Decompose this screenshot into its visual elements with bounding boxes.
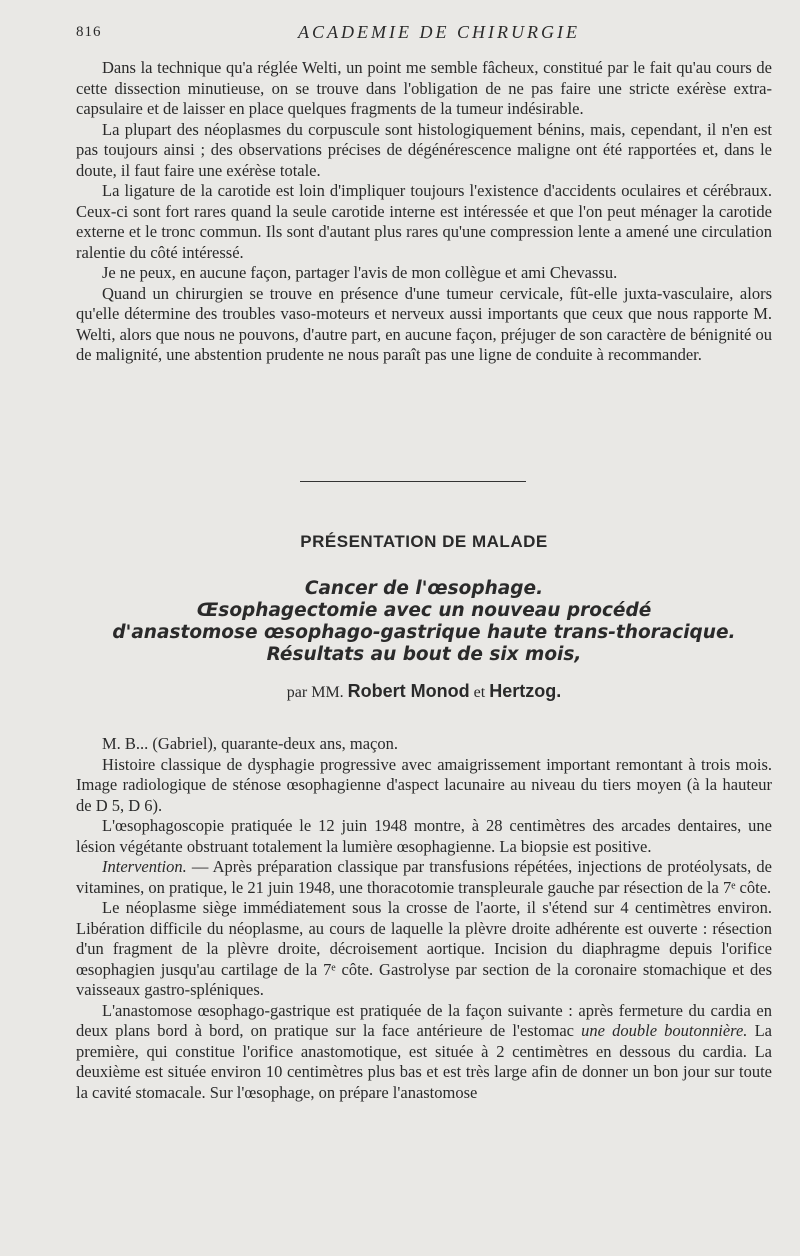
title-line: Résultats au bout de six mois, (266, 644, 582, 665)
paragraph-emphasis: une double boutonnière. (581, 1021, 748, 1040)
section-divider (300, 481, 526, 482)
title-line: Cancer de l'œsophage. (304, 578, 544, 599)
discussion-text (76, 58, 772, 366)
paragraph: Dans la technique qu'a réglée Welti, un point me semble fâcheux, constitué par le fait qu'au cours de cette dissection minutieuse, on se trouve dans l'obligation de ne pas faire une stricte exérèse extra-capsulaire et de laisser en place quelques fragments de la tumeur indésirable. (76, 58, 772, 118)
page-number: 816 (76, 24, 102, 40)
paragraph-lead: Intervention. (102, 857, 187, 876)
paragraph: L'œsophagoscopie pratiquée le 12 juin 1948 montre, à 28 centimètres des arcades dentaires, une lésion végétante obstruant totalement la lumière œsophagienne. La biopsie est positive. (76, 816, 772, 856)
paragraph (76, 857, 772, 898)
paragraph: M. B... (Gabriel), quarante-deux ans, maçon. (102, 734, 398, 753)
paragraph: La ligature de la carotide est loin d'impliquer toujours l'existence d'accidents oculaires et cérébraux. Ceux-ci sont fort rares quand la seule carotide interne est intéressée et que l'on peut ménager la carotide externe et le tronc commun. Ils sont d'autant plus rares qu'une compression lente a amené une circulation ralentie du côté intéressé. (76, 181, 772, 262)
paragraph-body: L'anastomose œsophago-gastrique est pratiquée de la façon suivante : après fermeture du cardia en deux plans bord à bord, on pratique sur la face antérieure de l'estomac (76, 1000, 772, 1040)
byline (76, 681, 772, 702)
title-line: d'anastomose œsophago-gastrique haute trans-thoracique. (112, 622, 736, 643)
author-name: Robert Monod (347, 681, 470, 701)
paragraph-body: — Après préparation classique par transfusions répétées, injections de protéolysats, de vitamines, on pratique, le 21 juin 1948, une thoracotomie transpleurale gauche par résection de la 7ᵉ côte. (76, 857, 772, 897)
paragraph: Je ne peux, en aucune façon, partager l'avis de mon collègue et ami Chevassu. (102, 263, 618, 282)
byline-conjunction: et (473, 684, 486, 701)
author-name: Hertzog. (489, 681, 562, 701)
paragraph: Histoire classique de dysphagie progressive avec amaigrissement important remontant à trois mois. Image radiologique de sténose œsophagienne d'aspect lacunaire au niveau du tiers moyen (à la hauteur de D 5, D 6). (76, 754, 772, 815)
byline-prefix: par MM. (286, 684, 344, 701)
paragraph: Le néoplasme siège immédiatement sous la crosse de l'aorte, il s'étend sur 4 centimètres environ. Libération difficile du néoplasme, au cours de laquelle la plèvre droite adhérente est ouverte : résection d'un fragment de la plèvre droite, décroisement aortique. Incision du diaphragme depuis l'orifice œsophagien jusqu'au cartilage de la 7ᵉ côte. Gastrolyse par section de la coronaire stomachique et des vaisseaux gastro-spléniques. (76, 898, 772, 999)
paragraph-body: La première, qui constitue l'orifice anastomotique, est située à 2 centimètres en dessous du cardia. La deuxième est située environ 10 centimètres plus bas et est très large afin de donner un bon jour sur toute la cavité stomacale. Sur l'œsophage, on prépare l'anastomose (76, 1021, 772, 1102)
title-line: Œsophagectomie avec un nouveau procédé (196, 600, 652, 621)
paragraph: La plupart des néoplasmes du corpuscule sont histologiquement bénins, mais, cependant, il n'en est pas toujours ainsi ; des observations précises de dégénérescence maligne ont été rapportées et, dans le doute, il faut faire une exérèse totale. (76, 119, 772, 180)
section-heading: PRÉSENTATION DE MALADE (300, 532, 548, 551)
running-title: ACADEMIE DE CHIRURGIE (298, 22, 580, 42)
page-header (76, 22, 772, 46)
case-report-text (76, 734, 772, 1103)
paragraph: Quand un chirurgien se trouve en présence d'une tumeur cervicale, fût-elle juxta-vasculaire, alors qu'elle détermine des troubles vaso-moteurs et nerveux aussi importants que ceux que nous rapporte M. Welti, alors que nous ne pouvons, d'autre part, en aucune façon, préjuger de son caractère de bénignité ou de malignité, une abstention prudente ne nous paraît pas une ligne de conduite à recommander. (76, 283, 772, 364)
paragraph (76, 1001, 772, 1104)
article-title (76, 578, 772, 666)
